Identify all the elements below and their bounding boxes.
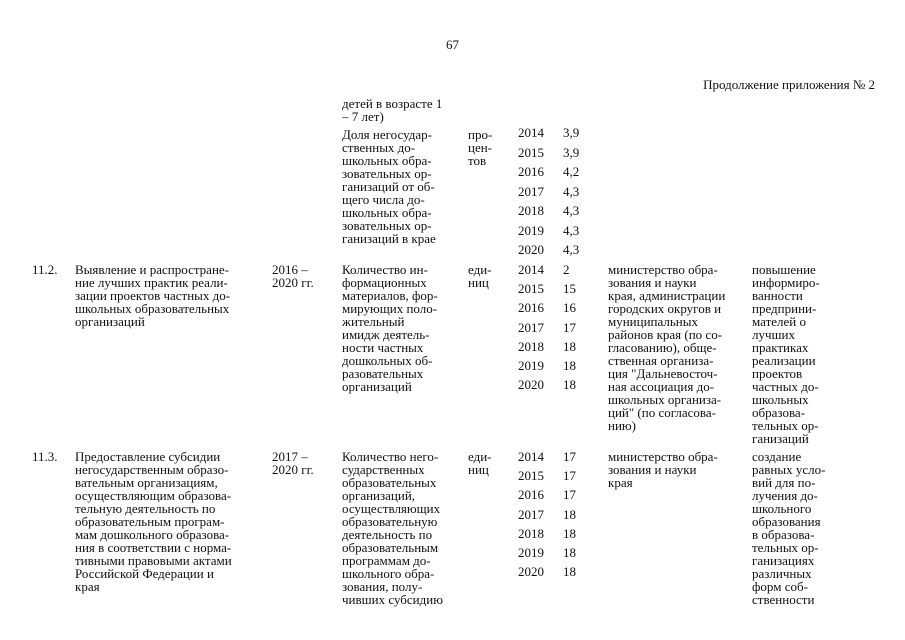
year-cell: 2016 xyxy=(518,164,544,179)
value-list xyxy=(563,450,599,585)
year-cell: 2014 xyxy=(518,449,544,464)
value-cell: 17 xyxy=(563,468,576,484)
year-cell: 2019 xyxy=(518,358,544,373)
result-text: повышение информиро- ванности предприни- мателей о лучших практиках реализации проектов частных до- школьных образова- тельных ор- ганизаций xyxy=(752,262,820,446)
year-cell: 2014 xyxy=(518,125,544,140)
unit-text: про- цен- тов xyxy=(468,127,493,168)
year-cell: 2020 xyxy=(518,242,544,257)
value-cell: 3,9 xyxy=(563,125,580,140)
value-cell: 18 xyxy=(563,545,576,560)
value-cell: 18 xyxy=(563,525,576,541)
value-cell: 17 xyxy=(563,319,576,335)
value-cell: 17 xyxy=(563,487,576,503)
year-cell: 2020 xyxy=(518,564,544,580)
term-text: 2017 – 2020 гг. xyxy=(272,449,314,477)
year-cell: 2016 xyxy=(518,300,544,316)
year-cell: 2018 xyxy=(518,203,544,218)
value-list xyxy=(563,263,599,398)
value-cell: 17 xyxy=(563,449,576,464)
measure-name: Предоставление субсидии негосударственным образо- вательным организациям, осуществляющим образова- тельную деятельность по образовательным програм- мам дошкольного образова- ния в соответствии с норма- тивными правовыми актами Российской Федерации и края xyxy=(75,449,232,594)
value-cell: 18 xyxy=(563,506,576,522)
measure-name: Выявление и распростране- ние лучших практик реали- зации проектов частных до- школьных образовательных организаций xyxy=(75,262,231,329)
value-cell: 18 xyxy=(563,338,576,354)
year-cell: 2015 xyxy=(518,281,544,297)
year-cell: 2017 xyxy=(518,319,544,335)
responsible-text: министерство обра- зования и науки края, администрации городских округов и муниципальных районов края (по со- гласованию), обще- ственная организа- ция "Дальневосточ- ная ассоциация до- школьных организа- ций" (по согласова- нию) xyxy=(608,262,726,433)
result-text: создание равных усло- вий для по- лучения до- школьного образования в образова- тельных ор- ганизациях различных форм соб- ственности xyxy=(752,449,826,607)
year-cell: 2020 xyxy=(518,377,544,393)
year-list xyxy=(518,263,554,398)
appendix-continuation-note: Продолжение приложения № 2 xyxy=(703,77,875,92)
year-cell: 2015 xyxy=(518,468,544,484)
value-cell: 16 xyxy=(563,300,576,316)
indicator-fragment: детей в возрасте 1 – 7 лет) xyxy=(342,96,443,124)
year-cell: 2018 xyxy=(518,525,544,541)
year-list xyxy=(518,126,554,261)
page-number: 67 xyxy=(446,37,459,52)
year-cell: 2019 xyxy=(518,545,544,560)
value-cell: 4,3 xyxy=(563,242,580,257)
row-number: 11.3. xyxy=(32,449,58,464)
value-cell: 18 xyxy=(563,564,576,580)
value-cell: 18 xyxy=(563,358,576,373)
value-cell: 18 xyxy=(563,377,576,393)
year-cell: 2017 xyxy=(518,183,544,199)
value-list xyxy=(563,126,599,261)
year-cell: 2017 xyxy=(518,506,544,522)
value-cell: 15 xyxy=(563,281,576,297)
unit-text: еди- ниц xyxy=(468,262,492,290)
unit-text: еди- ниц xyxy=(468,449,492,477)
value-cell: 4,3 xyxy=(563,183,580,199)
year-cell: 2019 xyxy=(518,222,544,238)
value-cell: 4,2 xyxy=(563,164,580,179)
year-cell: 2014 xyxy=(518,262,544,277)
indicator-text: Количество ин- формационных материалов, фор- мирующих поло- жительный имидж деятель- ности частных дошкольных об- разовательных организаций xyxy=(342,262,438,394)
indicator-text: Количество него- сударственных образовательных организаций, осуществляющих образовательную деятельность по образовательным программам до- школьного обра- зования, полу- чивших субсидию xyxy=(342,449,443,607)
responsible-text: министерство обра- зования и науки края xyxy=(608,449,718,490)
year-cell: 2016 xyxy=(518,487,544,503)
value-cell: 3,9 xyxy=(563,144,580,160)
term-text: 2016 – 2020 гг. xyxy=(272,262,314,290)
row-number: 11.2. xyxy=(32,262,58,277)
year-list xyxy=(518,450,554,585)
year-cell: 2018 xyxy=(518,338,544,354)
value-cell: 4,3 xyxy=(563,222,580,238)
value-cell: 4,3 xyxy=(563,203,580,218)
year-cell: 2015 xyxy=(518,144,544,160)
value-cell: 2 xyxy=(563,262,570,277)
indicator-text: Доля негосудар- ственных до- школьных обра- зовательных ор- ганизаций от об- щего числа до- школьных обра- зовательных ор- ганизаций в крае xyxy=(342,127,436,246)
